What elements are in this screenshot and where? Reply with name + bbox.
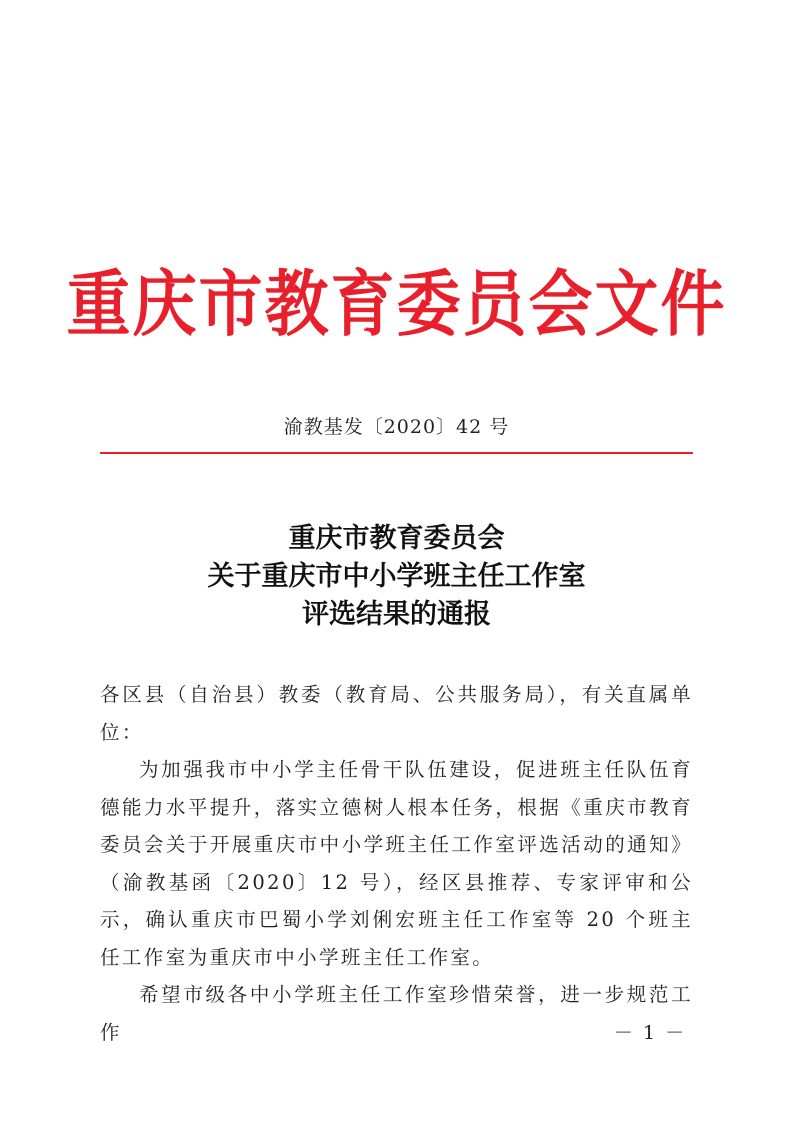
body-paragraph-2: 希望市级各中小学班主任工作室珍惜荣誉，进一步规范工作 <box>100 983 693 1044</box>
title-line-2: 关于重庆市中小学班主任工作室 <box>207 561 586 592</box>
document-number: 渝教基发〔2020〕42 号 <box>283 416 510 438</box>
title-line-3: 评选结果的通报 <box>302 599 491 630</box>
document-body <box>100 676 693 1051</box>
salutation: 各区县（自治县）教委（教育局、公共服务局），有关直属单位： <box>100 683 693 744</box>
masthead-title: 重庆市教育委员会文件 <box>66 262 727 347</box>
document-title <box>0 520 793 634</box>
red-divider-line <box>100 452 693 454</box>
page-number: － 1 － <box>613 1022 687 1044</box>
body-paragraph-1: 为加强我市中小学主任骨干队伍建设，促进班主任队伍育德能力水平提升，落实立德树人根本任务，根据《重庆市教育委员会关于开展重庆市中小学班主任工作室评选活动的通知》（渝教基函〔2020〕12 号），经区县推荐、专家评审和公示，确认重庆市巴蜀小学刘俐宏班主任工作室等 20 个班主任工作室为重庆市中小学班主任工作室。 <box>100 758 693 969</box>
title-line-1: 重庆市教育委员会 <box>288 523 505 554</box>
